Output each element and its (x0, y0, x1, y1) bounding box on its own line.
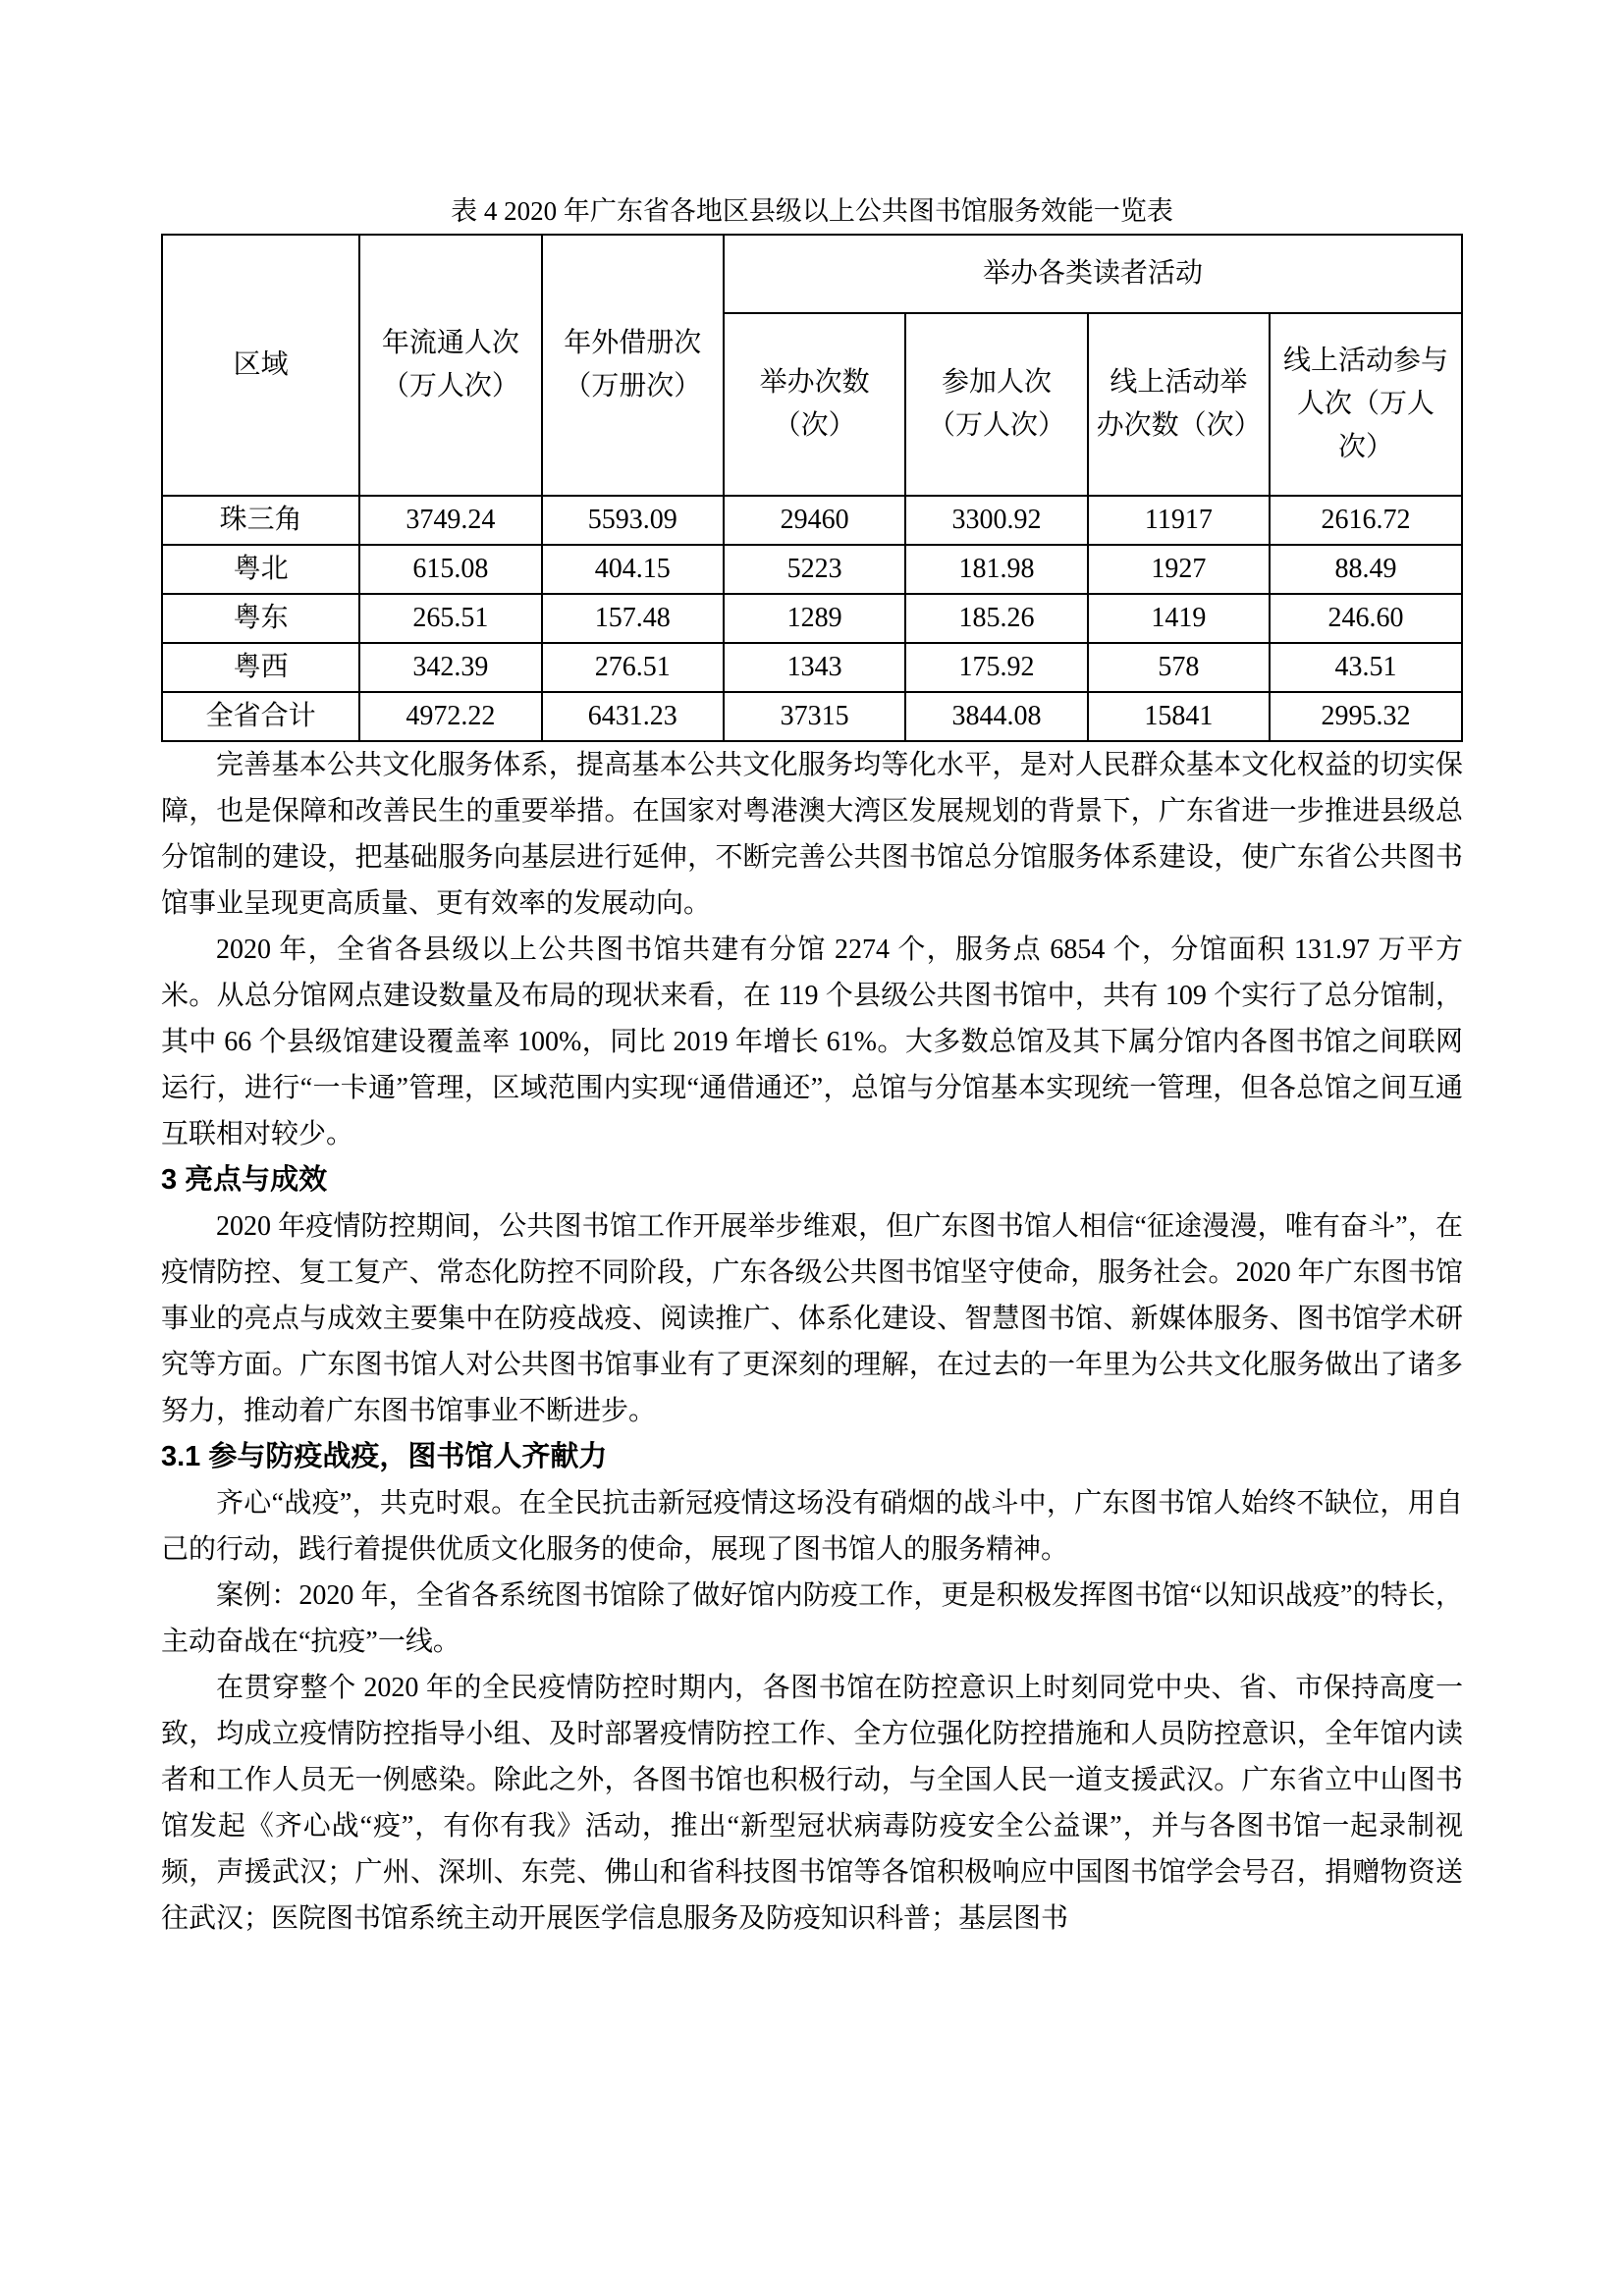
cell-value: 88.49 (1270, 545, 1462, 594)
table-header-group-row (162, 235, 1462, 313)
cell-value: 2616.72 (1270, 496, 1462, 545)
cell-value: 615.08 (359, 545, 541, 594)
paragraph-service-system: 完善基本公共文化服务体系，提高基本公共文化服务均等化水平，是对人民群众基本文化权益的切实保障，也是保障和改善民生的重要举措。在国家对粤港澳大湾区发展规划的背景下，广东省进一步推进县级总分馆制的建设，把基础服务向基层进行延伸，不断完善公共图书馆总分馆服务体系建设，使广东省公共图书馆事业呈现更高质量、更有效率的发展动向。 (161, 750, 1463, 919)
cell-value: 3749.24 (359, 496, 541, 545)
cell-value: 4972.22 (359, 692, 541, 741)
cell-value: 265.51 (359, 594, 541, 643)
cell-value: 185.26 (905, 594, 1087, 643)
paragraph-case-intro: 案例：2020 年，全省各系统图书馆除了做好馆内防疫工作，更是积极发挥图书馆“以知识战疫”的特长，主动奋战在“抗疫”一线。 (161, 1580, 1463, 1657)
table-row (162, 496, 1462, 545)
cell-value: 1927 (1088, 545, 1270, 594)
cell-value: 578 (1088, 643, 1270, 692)
cell-value: 342.39 (359, 643, 541, 692)
cell-value: 276.51 (542, 643, 724, 692)
table-row-total (162, 692, 1462, 741)
header-participants: 参加人次（万人次） (905, 313, 1087, 496)
cell-value: 5593.09 (542, 496, 724, 545)
cell-value: 2995.32 (1270, 692, 1462, 741)
table-row (162, 545, 1462, 594)
row-region: 珠三角 (162, 496, 359, 545)
cell-value: 246.60 (1270, 594, 1462, 643)
header-activity-count: 举办次数（次） (724, 313, 905, 496)
cell-value: 3300.92 (905, 496, 1087, 545)
cell-value: 1419 (1088, 594, 1270, 643)
library-service-table (161, 234, 1463, 742)
header-loans: 年外借册次（万册次） (542, 235, 724, 496)
row-region: 粤北 (162, 545, 359, 594)
subsection-heading-antiepidemic: 3.1 参与防疫战疫，图书馆人齐献力 (161, 1441, 608, 1472)
cell-value: 43.51 (1270, 643, 1462, 692)
cell-value: 404.15 (542, 545, 724, 594)
cell-value: 181.98 (905, 545, 1087, 594)
cell-value: 1289 (724, 594, 905, 643)
cell-value: 11917 (1088, 496, 1270, 545)
cell-value: 175.92 (905, 643, 1087, 692)
header-activities-group: 举办各类读者活动 (724, 235, 1462, 313)
paragraph-pandemic-overview: 2020 年疫情防控期间，公共图书馆工作开展举步维艰，但广东图书馆人相信“征途漫漫，唯有奋斗”，在疫情防控、复工复产、常态化防控不同阶段，广东各级公共图书馆坚守使命，服务社会。2020 年广东图书馆事业的亮点与成效主要集中在防疫战疫、阅读推广、体系化建设、智慧图书馆、新媒体服务、图书馆学术研究等方面。广东图书馆人对公共图书馆事业有了更深刻的理解，在过去的一年里为公共文化服务做出了诸多努力，推动着广东图书馆事业不断进步。 (161, 1211, 1463, 1426)
table-row (162, 594, 1462, 643)
header-region: 区域 (162, 235, 359, 496)
cell-value: 37315 (724, 692, 905, 741)
paragraph-branch-network: 2020 年，全省各县级以上公共图书馆共建有分馆 2274 个，服务点 6854 个，分馆面积 131.97 万平方米。从总分馆网点建设数量及布局的现状来看，在 119 个县级公共图书馆中，共有 109 个实行了总分馆制，其中 66 个县级馆建设覆盖率 100%，同比 2019 年增长 61%。大多数总馆及其下属分馆内各图书馆之间联网运行，进行“一卡通”管理，区域范围内实现“通借通还”，总馆与分馆基本实现统一管理，但各总馆之间互通互联相对较少。 (161, 934, 1463, 1149)
row-region: 粤西 (162, 643, 359, 692)
row-region: 全省合计 (162, 692, 359, 741)
header-circulation: 年流通人次（万人次） (359, 235, 541, 496)
table-caption: 表 4 2020 年广东省各地区县级以上公共图书馆服务效能一览表 (451, 196, 1173, 226)
row-region: 粤东 (162, 594, 359, 643)
paragraph-epidemic-actions: 在贯穿整个 2020 年的全民疫情防控时期内，各图书馆在防控意识上时刻同党中央、省、市保持高度一致，均成立疫情防控指导小组、及时部署疫情防控工作、全方位强化防控措施和人员防控意识，全年馆内读者和工作人员无一例感染。除此之外，各图书馆也积极行动，与全国人民一道支援武汉。广东省立中山图书馆发起《齐心战“疫”，有你有我》活动，推出“新型冠状病毒防疫安全公益课”，并与各图书馆一起录制视频，声援武汉；广州、深圳、东莞、佛山和省科技图书馆等各馆积极响应中国图书馆学会号召，捐赠物资送往武汉；医院图书馆系统主动开展医学信息服务及防疫知识科普；基层图书 (161, 1673, 1463, 1934)
section-heading-highlights: 3 亮点与成效 (161, 1164, 328, 1196)
cell-value: 1343 (724, 643, 905, 692)
table-row (162, 643, 1462, 692)
cell-value: 3844.08 (905, 692, 1087, 741)
paragraph-librarian-spirit: 齐心“战疫”，共克时艰。在全民抗击新冠疫情这场没有硝烟的战斗中，广东图书馆人始终不缺位，用自己的行动，践行着提供优质文化服务的使命，展现了图书馆人的服务精神。 (161, 1488, 1463, 1565)
cell-value: 15841 (1088, 692, 1270, 741)
cell-value: 29460 (724, 496, 905, 545)
cell-value: 5223 (724, 545, 905, 594)
cell-value: 6431.23 (542, 692, 724, 741)
header-online-count: 线上活动举办次数（次） (1088, 313, 1270, 496)
cell-value: 157.48 (542, 594, 724, 643)
header-online-participants: 线上活动参与人次（万人次） (1270, 313, 1462, 496)
